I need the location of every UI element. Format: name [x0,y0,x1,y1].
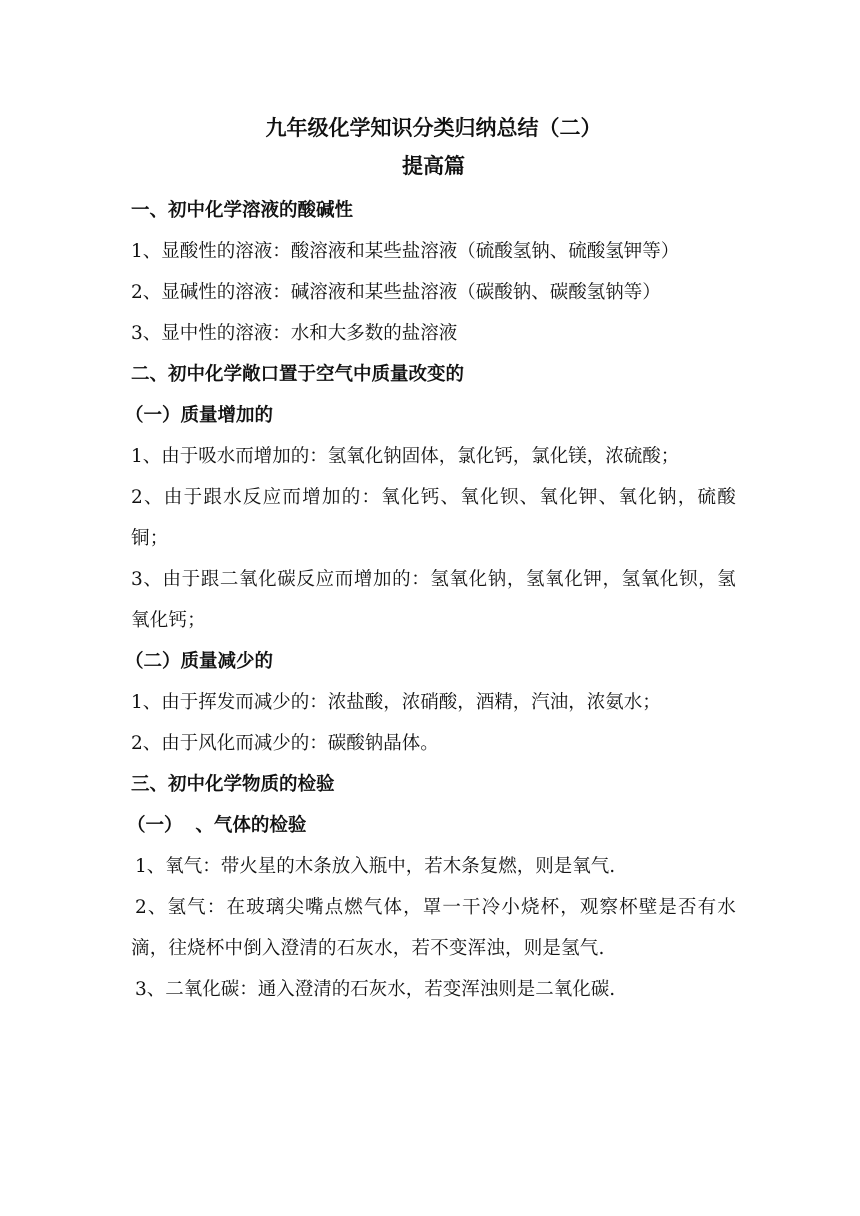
section-2-sub-1-item-2: 2、由于跟水反应而增加的：氧化钙、氧化钡、氧化钾、氧化钠，硫酸铜； [131,487,736,549]
section-1-item-2: 2、显碱性的溶液：碱溶液和某些盐溶液（碳酸钠、碳酸氢钠等） [131,282,661,303]
section-1-heading: 一、初中化学溶液的酸碱性 [131,200,354,221]
section-2-sub-1-heading: （一）质量增加的 [125,405,274,426]
section-2-heading: 二、初中化学敞口置于空气中质量改变的 [131,364,465,385]
section-2-sub-1-item-1: 1、由于吸水而增加的：氢氧化钠固体，氯化钙，氯化镁，浓硫酸； [131,446,680,467]
section-1-item-3: 3、显中性的溶液：水和大多数的盐溶液 [131,323,458,344]
document-title: 九年级化学知识分类归纳总结（二） [265,115,602,140]
section-2-sub-2-item-2: 2、由于风化而减少的：碳酸钠晶体。 [131,733,439,754]
section-3-sub-1-item-2: 2、氢气：在玻璃尖嘴点燃气体，罩一干冷小烧杯，观察杯壁是否有水滴，往烧杯中倒入澄清的石灰水，若不变浑浊，则是氢气. [131,897,736,959]
document-body [125,111,736,1017]
section-3-sub-1-item-1: 1、氧气：带火星的木条放入瓶中，若木条复燃，则是氧气. [135,856,616,877]
section-2-sub-2-item-1: 1、由于挥发而减少的：浓盐酸，浓硝酸，酒精，汽油，浓氨水； [131,692,661,713]
section-2-sub-1-item-3: 3、由于跟二氧化碳反应而增加的：氢氧化钠，氢氧化钾，氢氧化钡，氢氧化钙； [131,569,736,631]
document-subtitle: 提高篇 [402,153,465,178]
section-3-sub-1-heading: （一） 、气体的检验 [127,815,307,836]
section-3-sub-1-item-3: 3、二氧化碳：通入澄清的石灰水，若变浑浊则是二氧化碳. [135,979,616,1000]
section-1-item-1: 1、显酸性的溶液：酸溶液和某些盐溶液（硫酸氢钠、硫酸氢钾等） [131,241,680,262]
section-3-heading: 三、初中化学物质的检验 [131,774,335,795]
section-2-sub-2-heading: （二）质量减少的 [125,651,274,672]
